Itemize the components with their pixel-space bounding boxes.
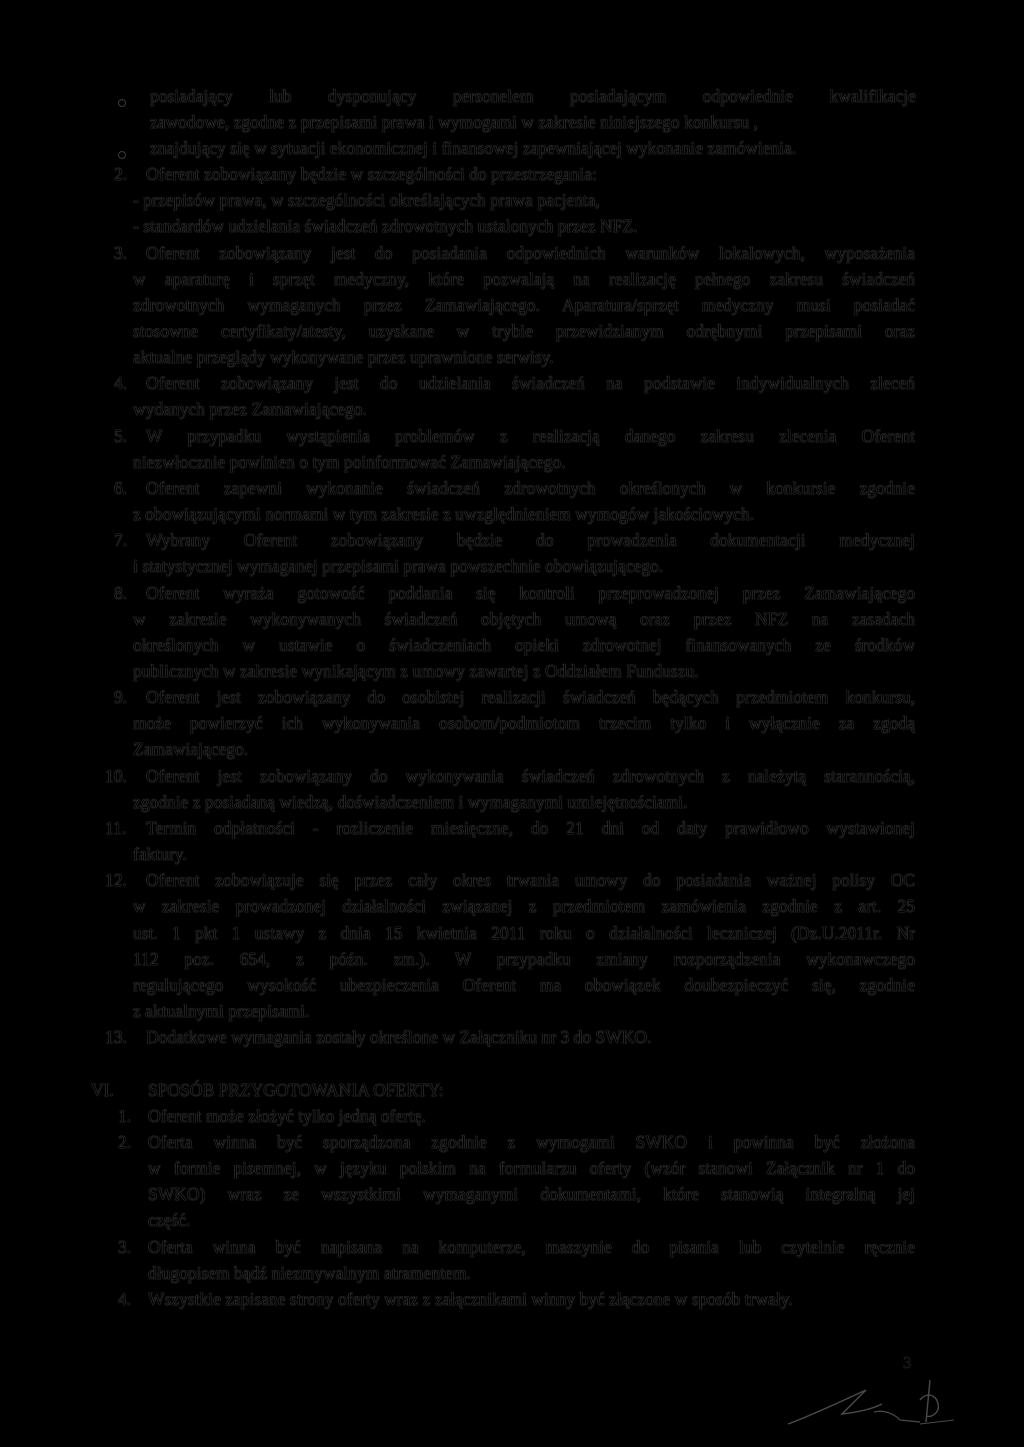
text-line: część. (148, 1210, 191, 1230)
text-line: - standardów udzielania świadczeń zdrowotnych ustalonych przez NFZ. (133, 216, 638, 236)
text-line: W przypadku wystąpienia problemów z realizacją danego zakresu zlecenia Oferent (146, 426, 915, 446)
list-number: 4. (118, 1289, 132, 1309)
list-number: 8. (114, 583, 128, 603)
text-line: niezwłocznie powinien o tym poinformować Zamawiającego. (133, 452, 566, 472)
list-number: 1. (118, 1106, 132, 1126)
list-number: VI. (91, 1080, 114, 1100)
list-number: 9. (114, 687, 128, 707)
text-line: i statystycznej wymaganej przepisami prawa powszechnie obowiązującego. (133, 556, 664, 576)
list-number: 13. (105, 1027, 127, 1047)
text-line: Oferent zobowiązuje się przez cały okres trwania umowy do posiadania ważnej polisy OC (146, 870, 915, 890)
text-line: posiadający lub dysponujący personelem posiadającym odpowiednie kwalifikacje (150, 86, 916, 106)
list-number: 10. (105, 766, 127, 786)
text-line: 112 poz. 654, z późn. zm.). W przypadku zmiany rozporządzenia wykonawczego (133, 949, 915, 969)
text-line: Oferta winna być sporządzona zgodnie z wymogami SWKO i powinna być złożona (148, 1132, 915, 1152)
text-line: Oferent jest zobowiązany do osobistej realizacji świadczeń będących przedmiotem konkursu, (146, 687, 915, 707)
list-number: 3. (114, 243, 128, 263)
list-number: 12. (105, 870, 127, 890)
text-line: Oferta winna być napisana na komputerze, maszynie do pisania lub czytelnie ręcznie (148, 1237, 915, 1257)
text-line: w zakresie wykonywanych świadczeń objętych umową oraz przez NFZ na zasadach (133, 609, 915, 629)
text-line: Oferent może złożyć tylko jedną ofertę. (148, 1106, 426, 1126)
list-number: 2. (114, 164, 128, 184)
text-line: Oferent jest zobowiązany do wykonywania świadczeń zdrowotnych z należytą starannością, (146, 766, 915, 786)
text-line: zgodnie z posiadaną wiedzą, doświadczeniem i wymaganymi umiejętnościami. (133, 792, 688, 812)
text-line: Wszystkie zapisane strony oferty wraz z załącznikami winny być złączone w sposób trwały. (148, 1289, 793, 1309)
list-number: 2. (118, 1132, 132, 1152)
text-line: z aktualnymi przepisami. (133, 1001, 310, 1021)
text-line: długopisem bądź niezmywalnym atramentem. (148, 1263, 471, 1283)
page-number: 3 (903, 1353, 912, 1372)
text-line: stosowne certyfikaty/atesty, uzyskane w trybie przewidzianym odrębnymi przepisami oraz (133, 321, 915, 341)
text-line: ust. 1 pkt 1 ustawy z dnia 15 kwietnia 2011 roku o działalności leczniczej (Dz.U.2011r. Nr (133, 923, 915, 943)
text-line: znajdujący się w sytuacji ekonomicznej i finansowej zapewniającej wykonanie zamówienia. (150, 138, 797, 158)
list-number: 4. (114, 373, 128, 393)
text-line: z obowiązującymi normami w tym zakresie z uwzględnieniem wymogów jakościowych. (133, 504, 755, 524)
bullet-icon (118, 99, 126, 107)
text-line: - przepisów prawa, w szczególności określających prawa pacjenta, (133, 190, 600, 210)
text-line: Oferent zobowiązany jest do posiadania odpowiednich warunków lokalowych, wyposażenia (146, 243, 915, 263)
text-line: Dodatkowe wymagania zostały określone w Załączniku nr 3 do SWKO. (146, 1027, 652, 1047)
list-number: 11. (105, 818, 127, 838)
text-line: Wybrany Oferent zobowiązany będzie do prowadzenia dokumentacji medycznej (146, 530, 915, 550)
text-line: Oferent zobowiązany jest do udzielania świadczeń na podstawie indywidualnych zleceń (146, 373, 915, 393)
text-line: Termin odpłatności - rozliczenie miesięczne, do 21 dni od daty prawidłowo wystawionej (146, 818, 915, 838)
text-line: Oferent zapewni wykonanie świadczeń zdrowotnych określonych w konkursie zgodnie (146, 478, 915, 498)
text-line: w formie pisemnej, w języku polskim na formularzu oferty (wzór stanowi Załącznik nr 1 do (148, 1158, 915, 1178)
list-number: 3. (118, 1237, 132, 1257)
text-line: Oferent zobowiązany będzie w szczególności do przestrzegania: (146, 164, 597, 184)
text-line: określonych w ustawie o świadczeniach opieki zdrowotnej finansowanych ze środków (133, 635, 915, 655)
text-line: faktury. (133, 844, 187, 864)
bullet-icon (118, 151, 126, 159)
text-line: SWKO) wraz ze wszystkimi wymaganymi dokumentami, które stanowią integralną jej (148, 1184, 915, 1204)
text-line: regulującego wysokość ubezpieczenia Oferent ma obowiązek doubezpieczyć się, zgodnie (133, 975, 915, 995)
text-line: zdrowotnych wymaganych przez Zamawiającego. Aparatura/sprzęt medyczny musi posiadać (133, 295, 915, 315)
list-number: 5. (114, 426, 128, 446)
list-number: 6. (114, 478, 128, 498)
text-line: w zakresie prowadzonej działalności związanej z przedmiotem zamówienia zgodnie z art. 25 (133, 896, 915, 916)
text-line: Oferent wyraża gotowość poddania się kontroli przeprowadzonej przez Zamawiającego (146, 583, 915, 603)
handwritten-signature (770, 1372, 960, 1432)
text-line: publicznych w zakresie wynikającym z umowy zawartej z Oddziałem Funduszu. (133, 661, 699, 681)
text-line: Zamawiającego. (133, 739, 249, 759)
text-line: wydanych przez Zamawiającego. (133, 399, 367, 419)
text-line: aktualne przeglądy wykonywane przez uprawnione serwisy. (133, 347, 554, 367)
text-line: zawodowe, zgodne z przepisami prawa i wymogami w zakresie niniejszego konkursu , (150, 112, 758, 132)
text-line: może powierzyć ich wykonywania osobom/podmiotom trzecim tylko i wyłącznie za zgodą (133, 713, 915, 733)
text-line: w aparaturę i sprzęt medyczny, które pozwalają na realizację pełnego zakresu świadczeń (133, 269, 915, 289)
text-line: SPOSÓB PRZYGOTOWANIA OFERTY: (148, 1080, 444, 1100)
list-number: 7. (114, 530, 128, 550)
